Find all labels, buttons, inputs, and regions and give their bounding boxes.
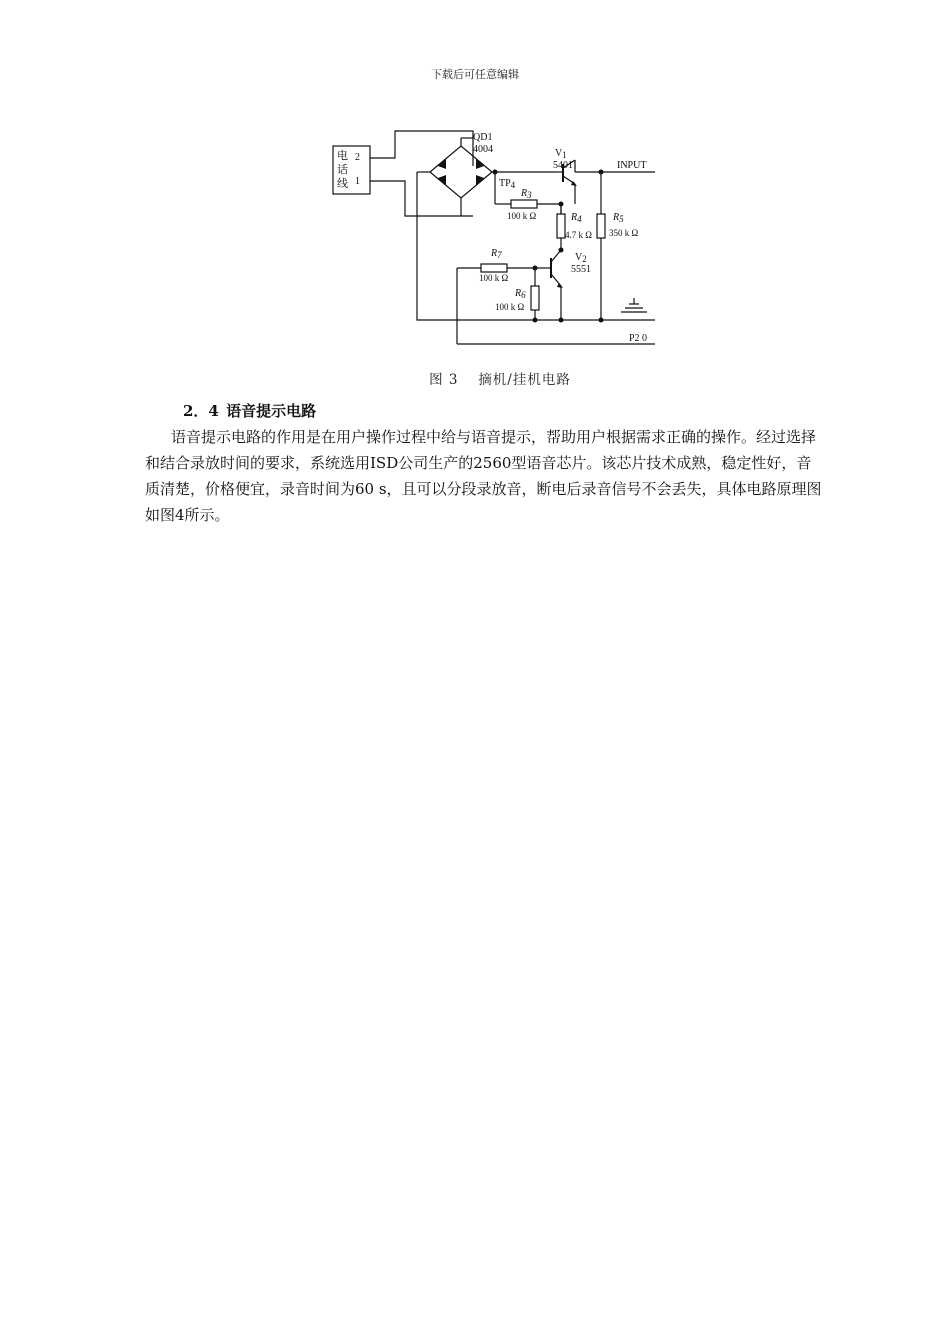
circuit-diagram [325,126,665,348]
section-number: 2．4 [183,402,219,420]
input-label: INPUT [617,160,647,171]
body-paragraph: 语音提示电路的作用是在用户操作过程中给与语音提示，帮助用户根据需求正确的操作。经过选择和结合录放时间的要求，系统选用ISD公司生产的2560型语音芯片。该芯片技术成熟，稳定性好，音质清楚，价格便宜，录音时间为60 s，且可以分段录放音，断电后录音信号不会丢失，具体电路原理图如图4所示。 [145,428,822,524]
qd1-part-label: 4004 [473,144,493,155]
section-title: 语音提示电路 [226,402,317,420]
section-heading [183,400,316,421]
tp4-label: TP4 [499,178,516,190]
phone-line-label-2: 话 [337,163,348,176]
page-header: 下载后可任意编辑 [431,68,519,81]
v1-part-label: 5401 [553,160,573,171]
r4-value: 4.7 k Ω [565,230,592,240]
r5-label: R5 [613,212,624,224]
r4-label: R4 [571,212,582,224]
v2-label: V2 [575,252,587,264]
r3-label: R3 [521,188,532,200]
r7-label: R7 [491,248,502,260]
r3-value: 100 k Ω [507,211,537,221]
phone-line-label-1: 电 [337,149,348,162]
r6-value: 100 k Ω [495,302,525,312]
r5-value: 350 k Ω [609,228,639,238]
circuit-figure [325,126,665,348]
qd1-label: QD1 [473,132,493,143]
p20-label: P2 0 [629,333,648,344]
phone-line-label-3: 线 [337,177,348,190]
figure-caption: 图 3 摘机/挂机电路 [429,372,571,388]
pin2-label: 2 [355,152,360,163]
v1-label: V1 [555,148,567,160]
r6-label: R6 [515,288,526,300]
pin1-label: 1 [355,176,360,187]
v2-part-label: 5551 [571,264,591,275]
r7-value: 100 k Ω [479,273,509,283]
